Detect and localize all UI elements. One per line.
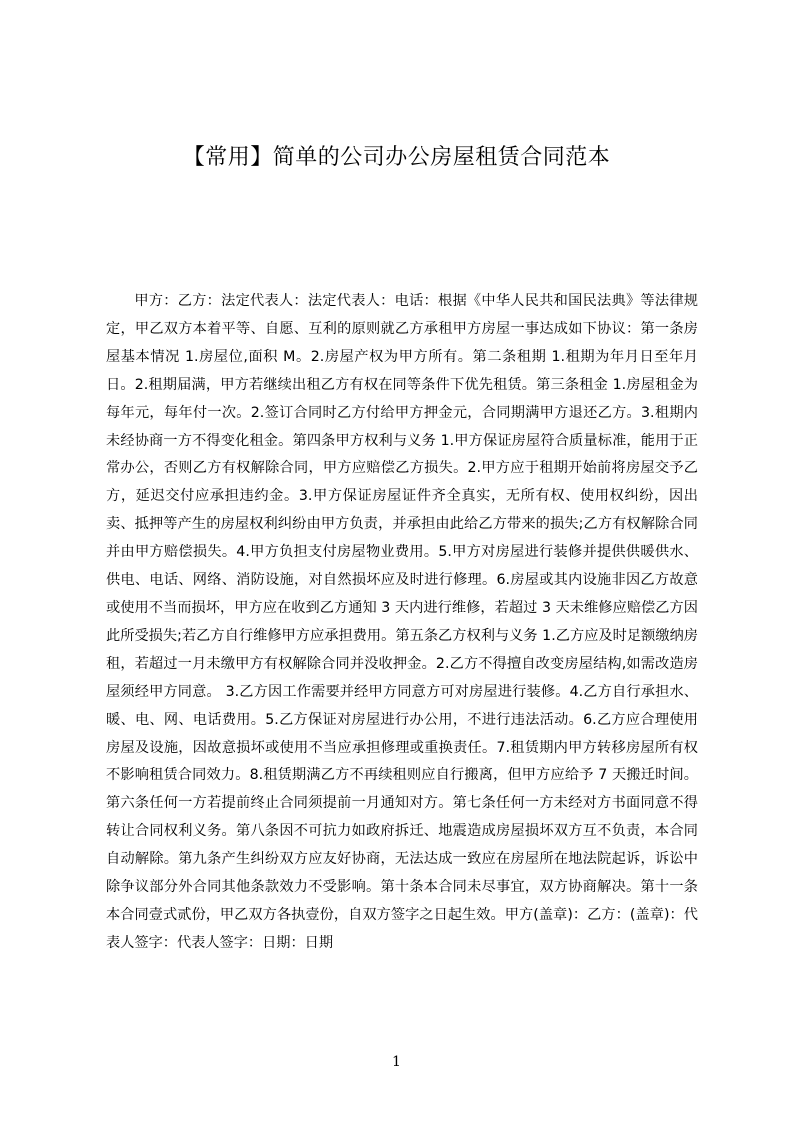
document-title: 【常用】简单的公司办公房屋租赁合同范本 xyxy=(182,145,611,170)
document-body: 甲方：乙方：法定代表人：法定代表人：电话：根据《中华人民共和国民法典》等法律规定，甲乙双方本着平等、自愿、互利的原则就乙方承租甲方房屋一事达成如下协议：第一条房屋基本情况 1.房屋位,面积 M。2.房屋产权为甲方所有。第二条租期 1.租期为年月日至年月日。2.租期届满，甲方若继续出租乙方有权在同等条件下优先租赁。第三条租金 1.房屋租金为每年元，每年付一次。2.签订合同时乙方付给甲方押金元，合同期满甲方退还乙方。3.租期内未经协商一方不得变化租金。第四条甲方权利与义务 1.甲方保证房屋符合质量标准，能用于正常办公，否则乙方有权解除合同，甲方应赔偿乙方损失。2.甲方应于租期开始前将房屋交予乙方，延迟交付应承担违约金。3.甲方保证房屋证件齐全真实，无所有权、使用权纠纷，因出卖、抵押等产生的房屋权利纠纷由甲方负责，并承担由此给乙方带来的损失;乙方有权解除合同并由甲方赔偿损失。4.甲方负担支付房屋物业费用。5.甲方对房屋进行装修并提供供暖供水、供电、电话、网络、消防设施，对自然损坏应及时进行修理。6.房屋或其内设施非因乙方故意或使用不当而损坏，甲方应在收到乙方通知 3 天内进行维修，若超过 3 天未维修应赔偿乙方因此所受损失;若乙方自行维修甲方应承担费用。第五条乙方权利与义务 1.乙方应及时足额缴纳房租，若超过一月未缴甲方有权解除合同并没收押金。2.乙方不得擅自改变房屋结构,如需改造房屋须经甲方同意。 3.乙方因工作需要并经甲方同意方可对房屋进行装修。4.乙方自行承担水、暖、电、网、电话费用。5.乙方保证对房屋进行办公用，不进行违法活动。6.乙方应合理使用房屋及设施，因故意损坏或使用不当应承担修理或重换责任。7.租赁期内甲方转移房屋所有权不影响租赁合同效力。8.租赁期满乙方不再续租则应自行搬离，但甲方应给予 7 天搬迁时间。第六条任何一方若提前终止合同须提前一月通知对方。第七条任何一方未经对方书面同意不得转让合同权利义务。第八条因不可抗力如政府拆迁、地震造成房屋损坏双方互不负责，本合同自动解除。第九条产生纠纷双方应友好协商，无法达成一致应在房屋所在地法院起诉，诉讼中除争议部分外合同其他条款效力不受影响。第十条本合同未尽事宜，双方协商解决。第十一条本合同壹式贰份，甲乙双方各执壹份，自双方签字之日起生效。甲方(盖章)：乙方：(盖章)：代表人签字：代表人签字：日期：日期 xyxy=(106,293,698,951)
page-number: 1 xyxy=(392,1054,401,1070)
